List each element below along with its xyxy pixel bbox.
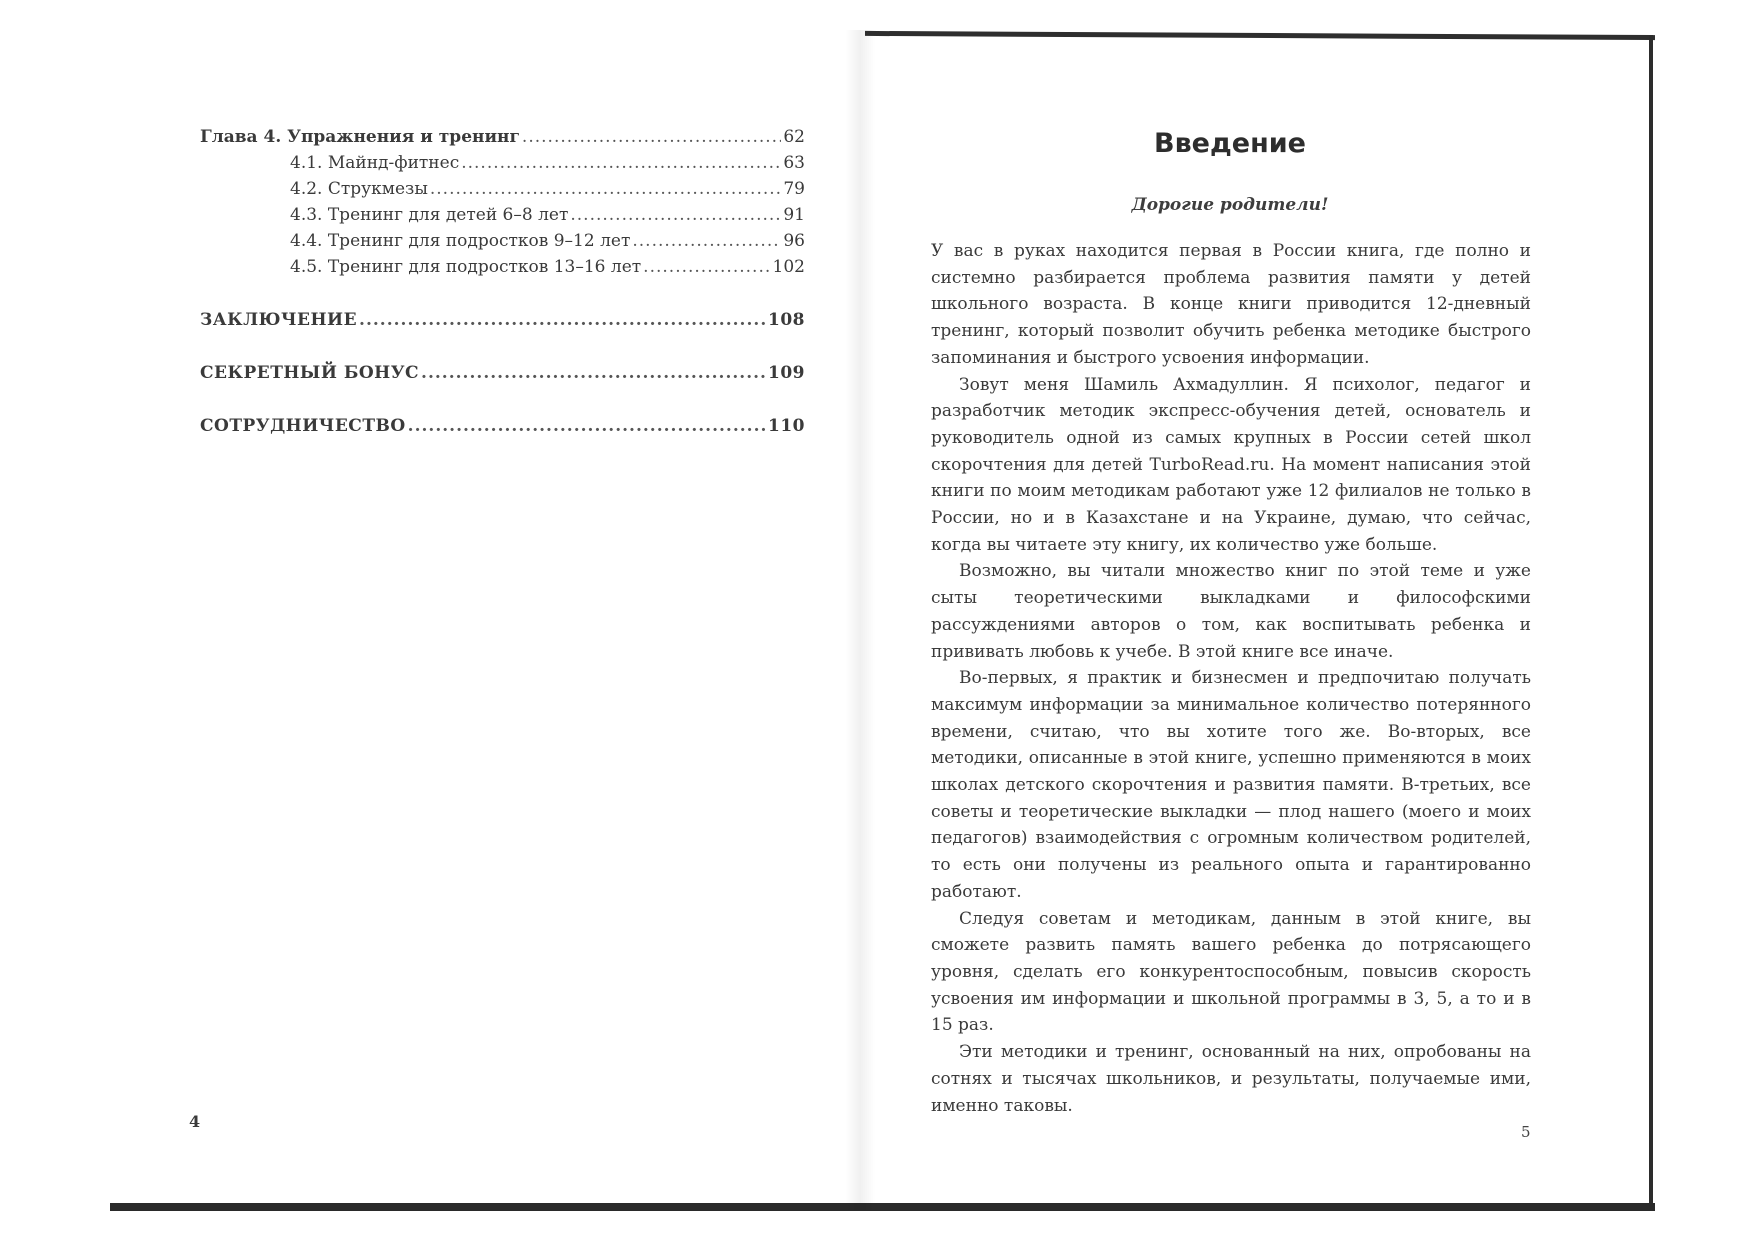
toc-entry-title: 4.5. Тренинг для подростков 13–16 лет bbox=[290, 257, 642, 277]
toc-cooperation[interactable] bbox=[200, 413, 805, 439]
toc-subsection[interactable] bbox=[200, 228, 805, 254]
toc-leader-dots bbox=[430, 176, 782, 202]
toc-entry-title: ЗАКЛЮЧЕНИЕ bbox=[200, 310, 358, 330]
toc-entry-page: 79 bbox=[783, 179, 805, 199]
toc-subsection[interactable] bbox=[200, 176, 805, 202]
toc-leader-dots bbox=[408, 413, 766, 439]
toc-leader-dots bbox=[643, 254, 770, 280]
toc-subsection[interactable] bbox=[200, 150, 805, 176]
toc-chapter-4[interactable] bbox=[200, 124, 805, 150]
toc-secret-bonus[interactable] bbox=[200, 360, 805, 386]
toc-leader-dots bbox=[461, 150, 781, 176]
intro-paragraph: Эти методики и тренинг, основанный на них, опробованы на сотнях и тысячах школьников, и результаты, получаемые ими, именно таковы. bbox=[931, 1042, 1531, 1116]
toc-subsection[interactable] bbox=[200, 254, 805, 280]
toc-entry-page: 63 bbox=[783, 153, 805, 173]
table-of-contents bbox=[200, 124, 805, 439]
page-number-right: 5 bbox=[1521, 1123, 1531, 1141]
toc-leader-dots bbox=[632, 228, 781, 254]
intro-body bbox=[931, 238, 1531, 1119]
toc-entry-title: Глава 4. Упражнения и тренинг bbox=[200, 127, 520, 147]
toc-entry-title: 4.2. Струкмезы bbox=[290, 179, 428, 199]
page-number-left: 4 bbox=[189, 1112, 201, 1131]
toc-entry-title: 4.3. Тренинг для детей 6–8 лет bbox=[290, 205, 569, 225]
toc-entry-page: 62 bbox=[783, 127, 805, 147]
intro-paragraph: Во-первых, я практик и бизнесмен и предпочитаю получать максимум информации за минимальное количество потерянного времени, считаю, что вы хотите того же. Во-вторых, все методики, описанные в этой книге, успешно применяются в моих школах детского скорочтения и развития памяти. В-третьих, все советы и теоретические выкладки — плод нашего (моего и моих педагогов) взаимодействия с огромным количеством родителей, то есть они получены из реального опыта и гарантированно работают. bbox=[931, 668, 1531, 902]
toc-subsection[interactable] bbox=[200, 202, 805, 228]
intro-paragraph: Возможно, вы читали множество книг по этой теме и уже сыты теоретическими выкладками и философскими рассуждениями авторов о том, как воспитывать ребенка и прививать любовь к учебе. В этой книге все иначе. bbox=[931, 561, 1531, 662]
toc-entry-page: 109 bbox=[768, 363, 805, 383]
toc-entry-page: 91 bbox=[783, 205, 805, 225]
toc-entry-title: 4.1. Майнд-фитнес bbox=[290, 153, 460, 173]
toc-entry-title: 4.4. Тренинг для подростков 9–12 лет bbox=[290, 231, 631, 251]
chapter-subtitle: Дорогие родители! bbox=[1131, 195, 1329, 215]
intro-paragraph: У вас в руках находится первая в России книга, где полно и системно разбирается проблема развития памяти у детей школьного возраста. В конце книги приводится 12-дневный тренинг, который позволит обучить ребенка методике быстрого запоминания и быстрого усвоения информации. bbox=[931, 241, 1531, 368]
toc-entry-page: 96 bbox=[783, 231, 805, 251]
intro-paragraph: Зовут меня Шамиль Ахмадуллин. Я психолог, педагог и разработчик методик экспресс-обучения детей, основатель и руководитель одной из самых крупных в России сетей школ скорочтения для детей TurboRead.ru. На момент написания этой книги по моим методикам работают уже 12 филиалов не только в России, но и в Казахстане и на Украине, думаю, что сейчас, когда вы читаете эту книгу, их количество уже больше. bbox=[931, 374, 1531, 555]
scan-edge-right bbox=[1649, 35, 1653, 1210]
chapter-title: Введение bbox=[1154, 128, 1306, 159]
scan-edge-bottom bbox=[110, 1203, 1655, 1211]
toc-leader-dots bbox=[570, 202, 781, 228]
intro-paragraph: Следуя советам и методикам, данным в этой книге, вы сможете развить память вашего ребенка до потрясающего уровня, сделать его конкурентоспособным, повысив скорость усвоения им информации и школьной программы в 3, 5, а то и в 15 раз. bbox=[931, 908, 1531, 1036]
toc-conclusion[interactable] bbox=[200, 307, 805, 333]
toc-leader-dots bbox=[522, 124, 781, 150]
toc-entry-page: 110 bbox=[768, 416, 805, 436]
toc-leader-dots bbox=[359, 307, 766, 333]
toc-leader-dots bbox=[421, 360, 766, 386]
book-gutter bbox=[845, 30, 875, 1210]
scan-edge-top bbox=[865, 31, 1655, 40]
toc-entry-title: СЕКРЕТНЫЙ БОНУС bbox=[200, 363, 420, 383]
toc-entry-page: 108 bbox=[768, 310, 805, 330]
toc-entry-title: СОТРУДНИЧЕСТВО bbox=[200, 416, 406, 436]
toc-entry-page: 102 bbox=[772, 257, 805, 277]
